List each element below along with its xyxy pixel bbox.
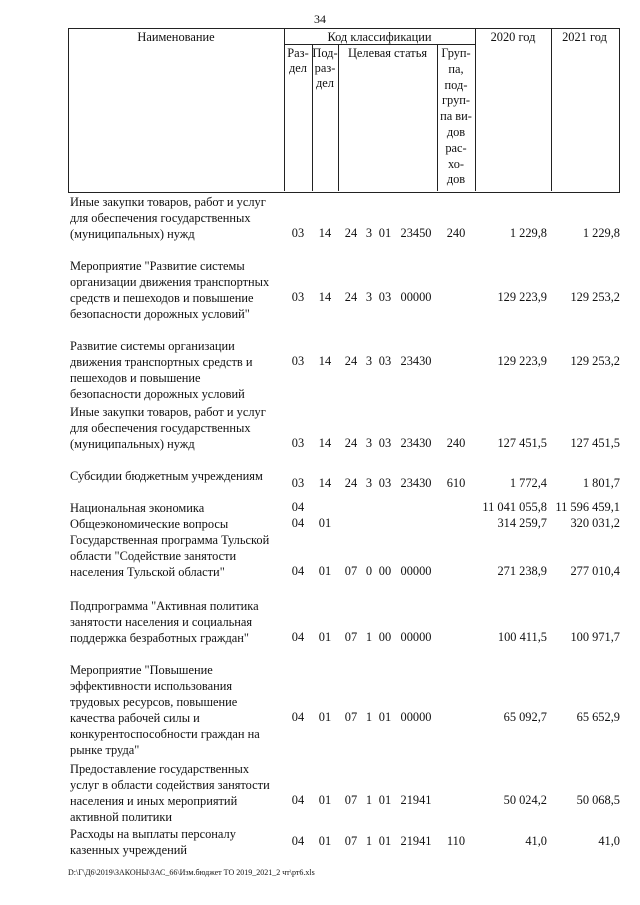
section-code: 04	[291, 516, 305, 530]
file-path-footer: D:\Г\Д6\2019\ЗАКОНЫ\ЗАС_66\Изм.бюджет ТО 2019_2021_2 чт\рт6.xls	[68, 868, 315, 877]
section-code: 04	[291, 793, 305, 807]
row-name: Мероприятие "Развитие системы организации движения транспортных средств и пешеходов и повышение безопасности дорожных условий"	[70, 259, 270, 321]
direction-code: 23430	[400, 476, 432, 490]
row-name: Подпрограмма "Активная политика занятости населения и социальная поддержка безработных граждан"	[70, 599, 259, 645]
event-code: 01	[378, 793, 392, 807]
section-code: 03	[291, 476, 305, 490]
amount-2021: 1 801,7	[582, 476, 620, 490]
amount-2020: 41,0	[525, 834, 547, 848]
subprogram-code: 1	[365, 793, 373, 807]
header-divider	[475, 28, 476, 191]
section-code: 04	[291, 630, 305, 644]
amount-2020: 314 259,7	[497, 516, 547, 530]
amount-2021: 320 031,2	[570, 516, 620, 530]
direction-code: 00000	[400, 564, 432, 578]
subprogram-code: 3	[365, 354, 373, 368]
header-section: Раз- дел	[287, 46, 309, 75]
subprogram-code: 3	[365, 226, 373, 240]
subprogram-code: 1	[365, 630, 373, 644]
amount-2020: 11 041 055,8	[482, 500, 547, 514]
row-name: Государственная программа Тульской области "Содействие занятости населения Тульской области"	[70, 533, 270, 579]
program-code: 07	[344, 630, 358, 644]
row-name: Национальная экономика	[70, 501, 205, 515]
amount-2021: 129 253,2	[570, 354, 620, 368]
subsection-code: 01	[318, 710, 332, 724]
header-group: Груп- па, под- груп- па ви- дов рас- хо- дов	[440, 46, 472, 187]
event-code: 00	[378, 564, 392, 578]
subprogram-code: 3	[365, 436, 373, 450]
direction-code: 21941	[400, 793, 432, 807]
subprogram-code: 1	[365, 834, 373, 848]
amount-2021: 50 068,5	[576, 793, 620, 807]
section-code: 03	[291, 436, 305, 450]
amount-2020: 1 229,8	[509, 226, 547, 240]
event-code: 03	[378, 436, 392, 450]
subprogram-code: 0	[365, 564, 373, 578]
row-name: Общеэкономические вопросы	[70, 517, 229, 531]
subsection-code: 01	[318, 834, 332, 848]
amount-2021: 127 451,5	[570, 436, 620, 450]
header-divider	[338, 44, 339, 191]
row-name: Расходы на выплаты персоналу казенных учреждений	[70, 827, 236, 857]
event-code: 01	[378, 226, 392, 240]
program-code: 07	[344, 564, 358, 578]
subsection-code: 14	[318, 290, 332, 304]
direction-code: 21941	[400, 834, 432, 848]
event-code: 00	[378, 630, 392, 644]
expense-group-code: 240	[446, 226, 466, 240]
direction-code: 00000	[400, 710, 432, 724]
direction-code: 23450	[400, 226, 432, 240]
subprogram-code: 3	[365, 290, 373, 304]
section-code: 04	[291, 710, 305, 724]
amount-2020: 127 451,5	[497, 436, 547, 450]
header-subsection: Под- раз- дел	[312, 46, 338, 90]
header-divider	[551, 28, 552, 191]
amount-2021: 41,0	[598, 834, 620, 848]
subsection-code: 01	[318, 793, 332, 807]
section-code: 03	[291, 226, 305, 240]
program-code: 24	[344, 436, 358, 450]
expense-group-code: 110	[446, 834, 466, 848]
amount-2020: 1 772,4	[509, 476, 547, 490]
row-name: Мероприятие "Повышение эффективности использования трудовых ресурсов, повышение качества рабочей силы и конкурентоспособности граждан на рынке труда"	[70, 663, 260, 757]
subsection-code: 14	[318, 436, 332, 450]
header-year-2021: 2021 год	[562, 30, 607, 44]
direction-code: 00000	[400, 630, 432, 644]
program-code: 07	[344, 793, 358, 807]
amount-2021: 277 010,4	[570, 564, 620, 578]
amount-2020: 129 223,9	[497, 290, 547, 304]
subprogram-code: 3	[365, 476, 373, 490]
subsection-code: 01	[318, 516, 332, 530]
header-classification: Код классификации	[327, 30, 432, 44]
row-name: Предоставление государственных услуг в области содействия занятости населения и иных мероприятий активной политики	[70, 762, 270, 824]
row-name: Субсидии бюджетным учреждениям	[70, 469, 263, 483]
program-code: 24	[344, 354, 358, 368]
amount-2020: 65 092,7	[503, 710, 547, 724]
row-name: Иные закупки товаров, работ и услуг для обеспечения государственных (муниципальных) нужд	[70, 195, 266, 241]
amount-2021: 1 229,8	[582, 226, 620, 240]
section-code: 04	[291, 564, 305, 578]
section-code: 04	[291, 500, 305, 514]
program-code: 24	[344, 226, 358, 240]
subsection-code: 01	[318, 564, 332, 578]
program-code: 07	[344, 834, 358, 848]
direction-code: 00000	[400, 290, 432, 304]
amount-2021: 100 971,7	[570, 630, 620, 644]
amount-2020: 129 223,9	[497, 354, 547, 368]
section-code: 04	[291, 834, 305, 848]
program-code: 07	[344, 710, 358, 724]
expense-group-code: 240	[446, 436, 466, 450]
event-code: 01	[378, 834, 392, 848]
subprogram-code: 1	[365, 710, 373, 724]
amount-2020: 271 238,9	[497, 564, 547, 578]
direction-code: 23430	[400, 354, 432, 368]
header-name: Наименование	[137, 30, 215, 44]
event-code: 01	[378, 710, 392, 724]
amount-2021: 65 652,9	[576, 710, 620, 724]
amount-2020: 100 411,5	[497, 630, 547, 644]
row-name: Иные закупки товаров, работ и услуг для обеспечения государственных (муниципальных) нужд	[70, 405, 266, 451]
event-code: 03	[378, 354, 392, 368]
section-code: 03	[291, 290, 305, 304]
event-code: 03	[378, 476, 392, 490]
subsection-code: 01	[318, 630, 332, 644]
page-number: 34	[314, 12, 326, 26]
event-code: 03	[378, 290, 392, 304]
header-year-2020: 2020 год	[490, 30, 536, 44]
program-code: 24	[344, 290, 358, 304]
amount-2021: 11 596 459,1	[555, 500, 620, 514]
subsection-code: 14	[318, 476, 332, 490]
header-target-article: Целевая статья	[347, 46, 428, 60]
expense-group-code: 610	[446, 476, 466, 490]
subsection-code: 14	[318, 226, 332, 240]
row-name: Развитие системы организации движения транспортных средств и пешеходов и повышение безопасности дорожных условий	[70, 339, 253, 401]
subsection-code: 14	[318, 354, 332, 368]
direction-code: 23430	[400, 436, 432, 450]
amount-2021: 129 253,2	[570, 290, 620, 304]
program-code: 24	[344, 476, 358, 490]
amount-2020: 50 024,2	[503, 793, 547, 807]
section-code: 03	[291, 354, 305, 368]
